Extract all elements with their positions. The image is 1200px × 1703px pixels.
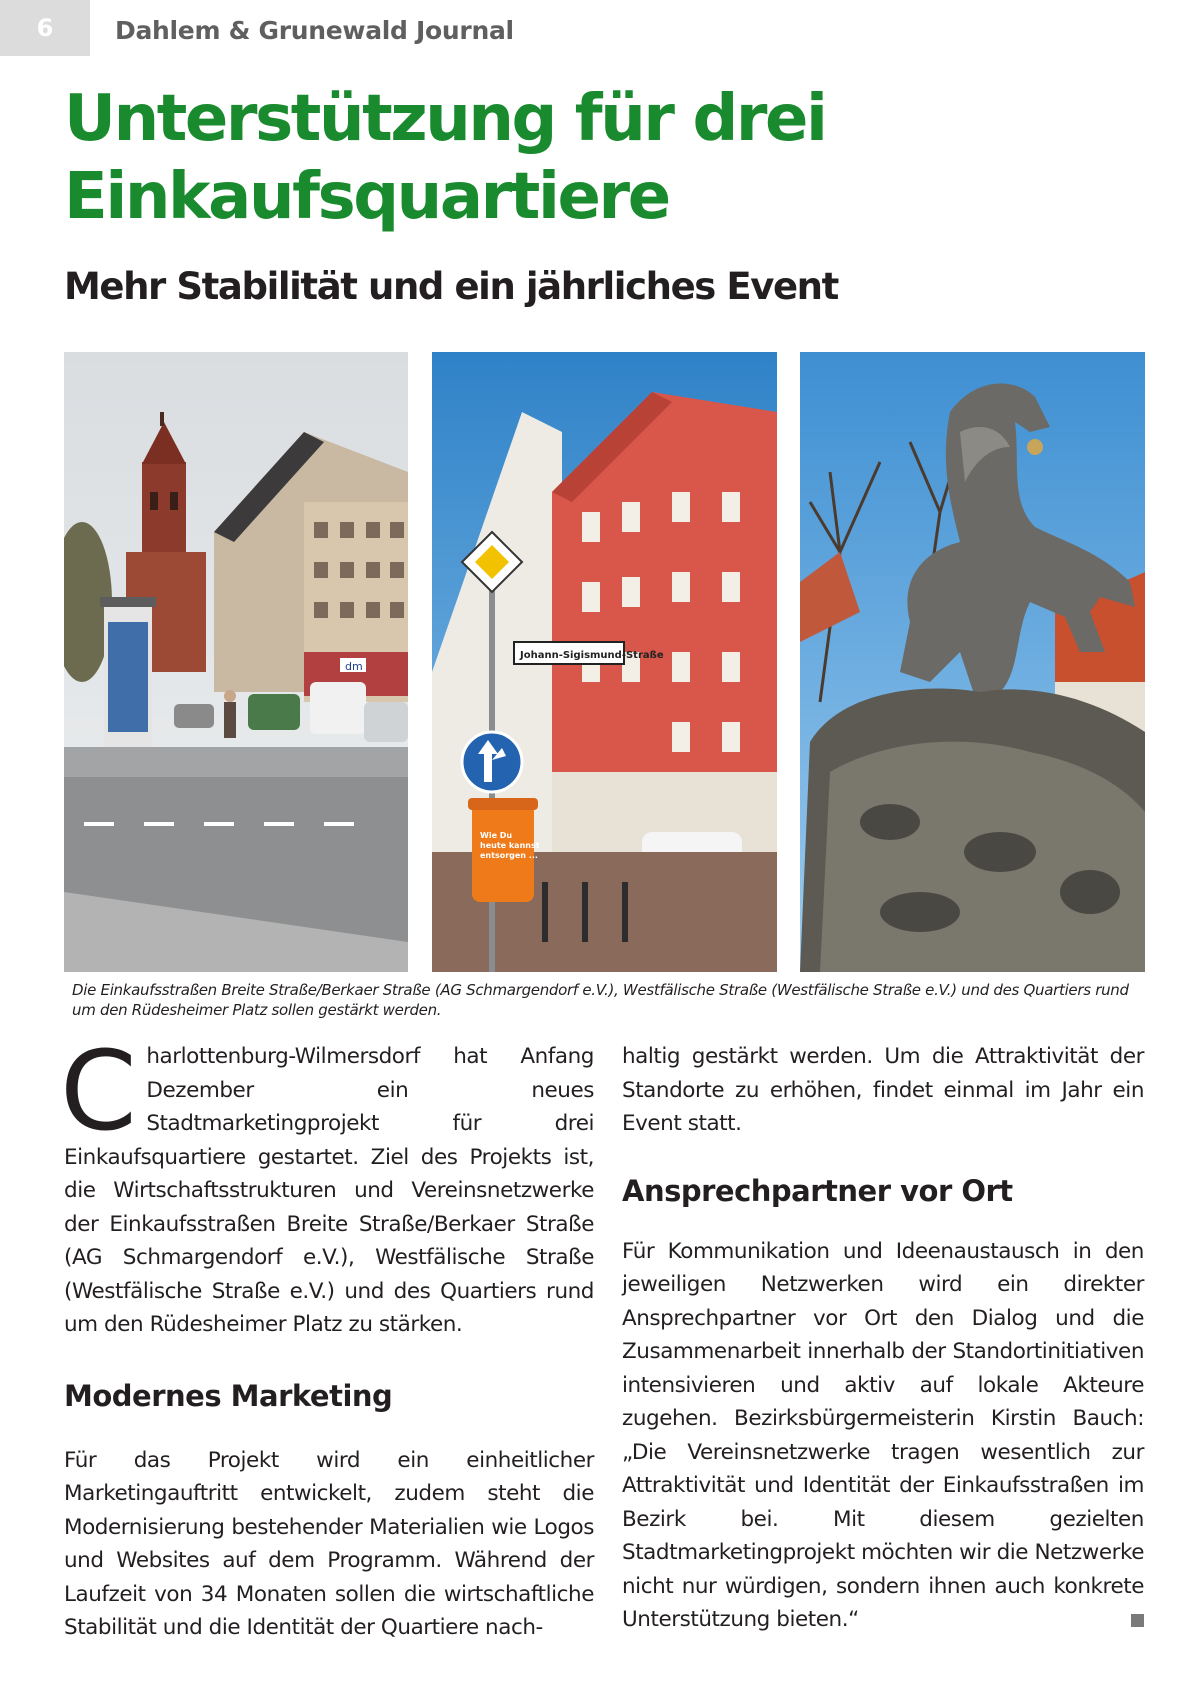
headline-line-2: Einkaufsquartiere — [64, 160, 669, 234]
dm-shop-sign: dm — [345, 660, 363, 673]
photo-breite-strasse — [64, 352, 408, 972]
marketing-paragraph-continued: haltig gestärkt werden. Um die Attraktivität der Standorte zu erhöhen, findet einmal im Jahr ein Event statt. — [622, 1044, 1144, 1136]
section-heading-marketing: Modernes Marketing — [64, 1378, 393, 1413]
bin-text-1: Wie Du — [480, 831, 513, 840]
photo-westfaelische-strasse — [432, 352, 777, 972]
headline-line-1: Unterstützung für drei — [64, 82, 826, 156]
marketing-paragraph: Für das Projekt wird ein einheitlicher Marketingauftritt entwickelt, zudem steht die Modernisierung bestehender Materialien wie Logos und Websites auf dem Programm. Während der Laufzeit von 34 Monaten sollen die wirtschaftliche Stabilität und die Identität der Quartiere nach- — [64, 1447, 594, 1640]
intro-text: harlottenburg-Wilmersdorf hat Anfang Dezember ein neues Stadtmarketingprojekt für drei Einkaufsquartiere gestartet. Ziel des Projekts ist, die Wirtschaftsstrukturen und Vereinsnetzwerke der Einkaufsstraßen Breite Straße/Berkaer Straße (AG Schmargendorf e.V.), Westfälische Straße (Westfälische Straße e.V.) und des Quartiers rund um den Rüdesheimer Platz zu stärken. — [64, 1044, 594, 1337]
drop-cap: C — [60, 1027, 137, 1155]
page-number-tab — [0, 0, 90, 56]
article-subheadline: Mehr Stabilität und ein jährliches Event — [64, 265, 838, 308]
photo-ruedesheimer-platz-statue — [800, 352, 1145, 972]
contact-paragraph — [622, 1235, 1144, 1637]
intro-paragraph — [60, 1027, 594, 1342]
journal-name: Dahlem & Grunewald Journal — [115, 16, 514, 45]
street-name-sign: Johann-Sigismund-Straße — [520, 650, 664, 661]
section-heading-contact: Ansprechpartner vor Ort — [622, 1173, 1013, 1208]
contact-text: Für Kommunikation und Ideenaustausch in den jeweiligen Netzwerken wird ein direkter Ansprechpartner vor Ort den Dialog und die Zusammenarbeit innerhalb der Standortinitiativen intensivieren und aktiv auf lokale Akteure zugehen. Bezirksbürgermeisterin Kirstin Bauch: „Die Vereinsnetzwerke tragen wesentlich zur Attraktivität und Identität der Einkaufsstraßen im Bezirk bei. Mit diesem gezielten Stadtmarketingprojekt möchten wir die Netzwerke nicht nur würdigen, sondern ihnen auch konkrete Unterstützung bieten.“ — [622, 1238, 1144, 1632]
photo-caption: Die Einkaufsstraßen Breite Straße/Berkaer Straße (AG Schmargendorf e.V.), Westfälische Straße (Westfälische Straße e.V.) und des Quartiers rund um den Rüdesheimer Platz sollen gestärkt werden. — [72, 981, 1129, 1019]
article-column-left — [60, 1027, 594, 1645]
end-of-article-icon — [1131, 1614, 1144, 1627]
bin-text-2: heute kannst — [480, 841, 540, 850]
bin-text-3: entsorgen ... — [480, 851, 538, 860]
page-number: 6 — [36, 14, 54, 42]
article-headline — [64, 80, 1144, 236]
article-column-right — [622, 1040, 1144, 1637]
